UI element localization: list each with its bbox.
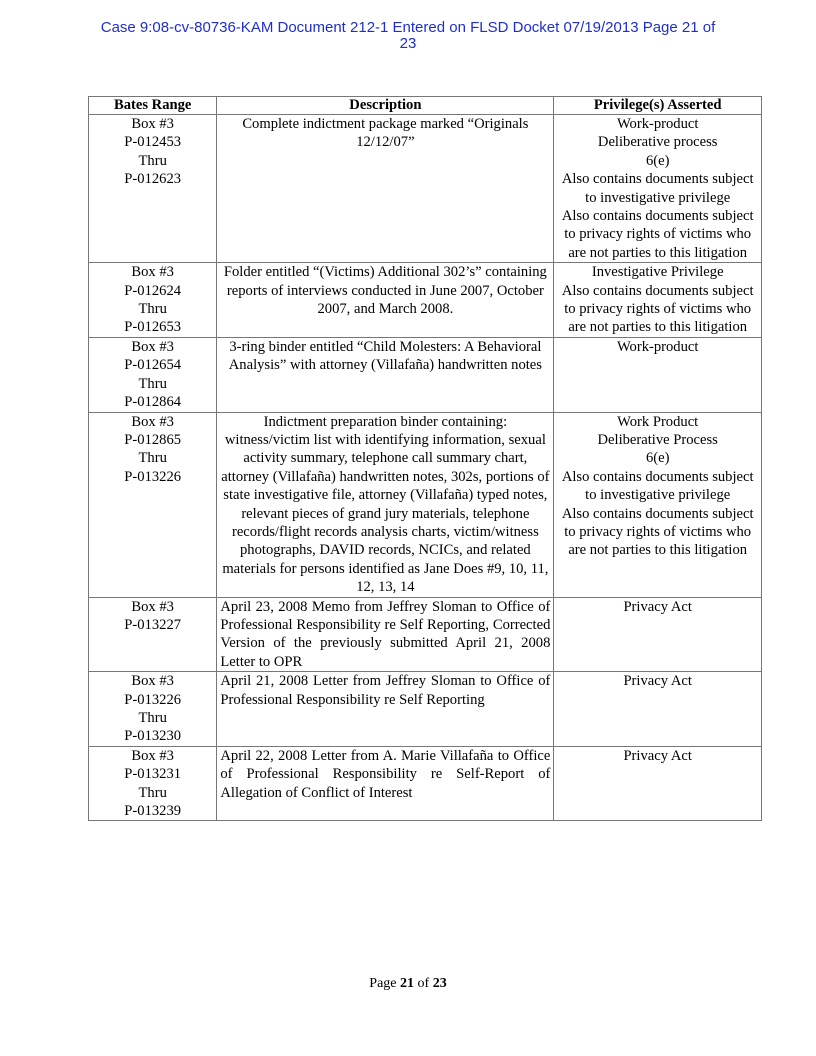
bates-line: Box #3 — [131, 673, 174, 690]
bates-range-cell — [89, 115, 217, 263]
bates-range-cell — [89, 263, 217, 338]
privilege-line: Deliberative process — [597, 134, 718, 151]
footer-current-page: 21 — [400, 976, 415, 991]
footer-page-of: of — [414, 976, 433, 991]
footer-page-prefix: Page — [369, 976, 401, 991]
table-row — [89, 412, 762, 597]
docket-header — [0, 20, 816, 52]
table-row — [89, 672, 762, 747]
table-row — [89, 115, 762, 263]
description-cell: Folder entitled “(Victims) Additional 302’s” containing reports of interviews conducted in June 2007, October 2007, and March 2008. — [217, 263, 554, 338]
bates-line: Thru — [138, 450, 167, 467]
column-header-bates-range: Bates Range — [89, 97, 217, 115]
bates-line: P-012624 — [124, 282, 182, 299]
docket-header-line1: Case 9:08-cv-80736-KAM Document 212-1 Entered on FLSD Docket 07/19/2013 Page 21 of — [100, 19, 716, 36]
bates-line: Thru — [138, 710, 167, 726]
bates-range-cell — [89, 746, 217, 821]
privilege-line: Also contains documents subject to investigative privilege — [561, 171, 754, 206]
privileges-cell — [554, 672, 762, 747]
bates-line: P-013227 — [124, 616, 182, 633]
table-header-row — [89, 97, 762, 115]
footer-total-pages: 23 — [432, 976, 447, 991]
bates-line: Thru — [138, 301, 167, 318]
table-row — [89, 597, 762, 672]
description-cell: April 22, 2008 Letter from A. Marie Villafaña to Office of Professional Responsibility re Self-Report of Allegation of Conflict of Interest — [217, 746, 554, 821]
privilege-line: Work Product — [617, 413, 699, 430]
description-cell: Indictment preparation binder containing: witness/victim list with identifying information, sexual activity summary, telephone call summary chart, attorney (Villafaña) handwritten notes, 302s, portions of state investigative file, attorney (Villafaña) typed notes, relevant pieces of grand jury materials, telephone records/flight records analysis charts, victim/witness photographs, DAVID records, NCICs, and related materials for persons identified as Jane Does #9, 10, 11, 12, 13, 14 — [217, 412, 554, 597]
page-footer — [0, 976, 816, 992]
description-cell: 3-ring binder entitled “Child Molesters: A Behavioral Analysis” with attorney (Villafaña) handwritten notes — [217, 337, 554, 412]
privilege-line: Work-product — [616, 116, 699, 132]
bates-line: P-013239 — [124, 803, 182, 820]
privilege-log-table — [88, 96, 762, 821]
bates-range-cell — [89, 597, 217, 672]
bates-line: P-013226 — [124, 691, 182, 708]
bates-line: Box #3 — [131, 264, 174, 281]
privileges-cell — [554, 337, 762, 412]
bates-line: P-012864 — [124, 394, 182, 411]
bates-line: Box #3 — [131, 338, 174, 355]
description-cell: Complete indictment package marked “Originals 12/12/07” — [217, 115, 554, 263]
docket-header-line2: 23 — [399, 35, 417, 52]
bates-range-cell — [89, 337, 217, 412]
bates-line: Box #3 — [131, 116, 174, 132]
privileges-cell — [554, 412, 762, 597]
bates-line: Thru — [138, 784, 167, 801]
bates-line: P-013226 — [124, 468, 182, 485]
bates-line: P-013231 — [124, 766, 182, 783]
bates-line: Box #3 — [131, 598, 174, 615]
column-header-description: Description — [217, 97, 554, 115]
privilege-line: Privacy Act — [623, 747, 692, 764]
bates-range-cell — [89, 412, 217, 597]
table-row — [89, 337, 762, 412]
bates-line: P-013230 — [124, 728, 182, 745]
table-row — [89, 746, 762, 821]
privilege-line: Privacy Act — [623, 598, 692, 615]
bates-line: Thru — [138, 375, 167, 392]
bates-line: P-012623 — [124, 171, 182, 188]
bates-line: P-012865 — [124, 431, 182, 448]
table-row — [89, 263, 762, 338]
bates-line: P-012653 — [124, 319, 182, 336]
description-cell: April 21, 2008 Letter from Jeffrey Sloman to Office of Professional Responsibility re Self Reporting — [217, 672, 554, 747]
privilege-line: Deliberative Process — [597, 431, 718, 448]
privilege-line: 6(e) — [645, 450, 670, 467]
description-cell: April 23, 2008 Memo from Jeffrey Sloman to Office of Professional Responsibility re Self Reporting, Corrected Version of the previously submitted April 21, 2008 Letter to OPR — [217, 597, 554, 672]
privileges-cell — [554, 597, 762, 672]
privileges-cell — [554, 746, 762, 821]
privilege-line: 6(e) — [645, 152, 670, 169]
privilege-line: Also contains documents subject to investigative privilege — [561, 468, 754, 504]
privilege-line: Also contains documents subject to privacy rights of victims who are not parties to this litigation — [561, 505, 754, 559]
bates-range-cell — [89, 672, 217, 747]
privilege-line: Also contains documents subject to privacy rights of victims who are not parties to this litigation — [561, 208, 754, 261]
privilege-line: Work-product — [616, 338, 699, 355]
bates-line: Thru — [138, 152, 167, 169]
privilege-line: Also contains documents subject to privacy rights of victims who are not parties to this litigation — [561, 282, 754, 336]
bates-line: Box #3 — [131, 413, 174, 430]
privilege-line: Privacy Act — [623, 673, 692, 690]
privilege-line: Investigative Privilege — [591, 264, 724, 281]
bates-line: P-012654 — [124, 357, 182, 374]
privileges-cell — [554, 263, 762, 338]
privileges-cell — [554, 115, 762, 263]
column-header-privileges: Privilege(s) Asserted — [554, 97, 762, 115]
bates-line: Box #3 — [131, 747, 174, 764]
bates-line: P-012453 — [124, 134, 182, 151]
